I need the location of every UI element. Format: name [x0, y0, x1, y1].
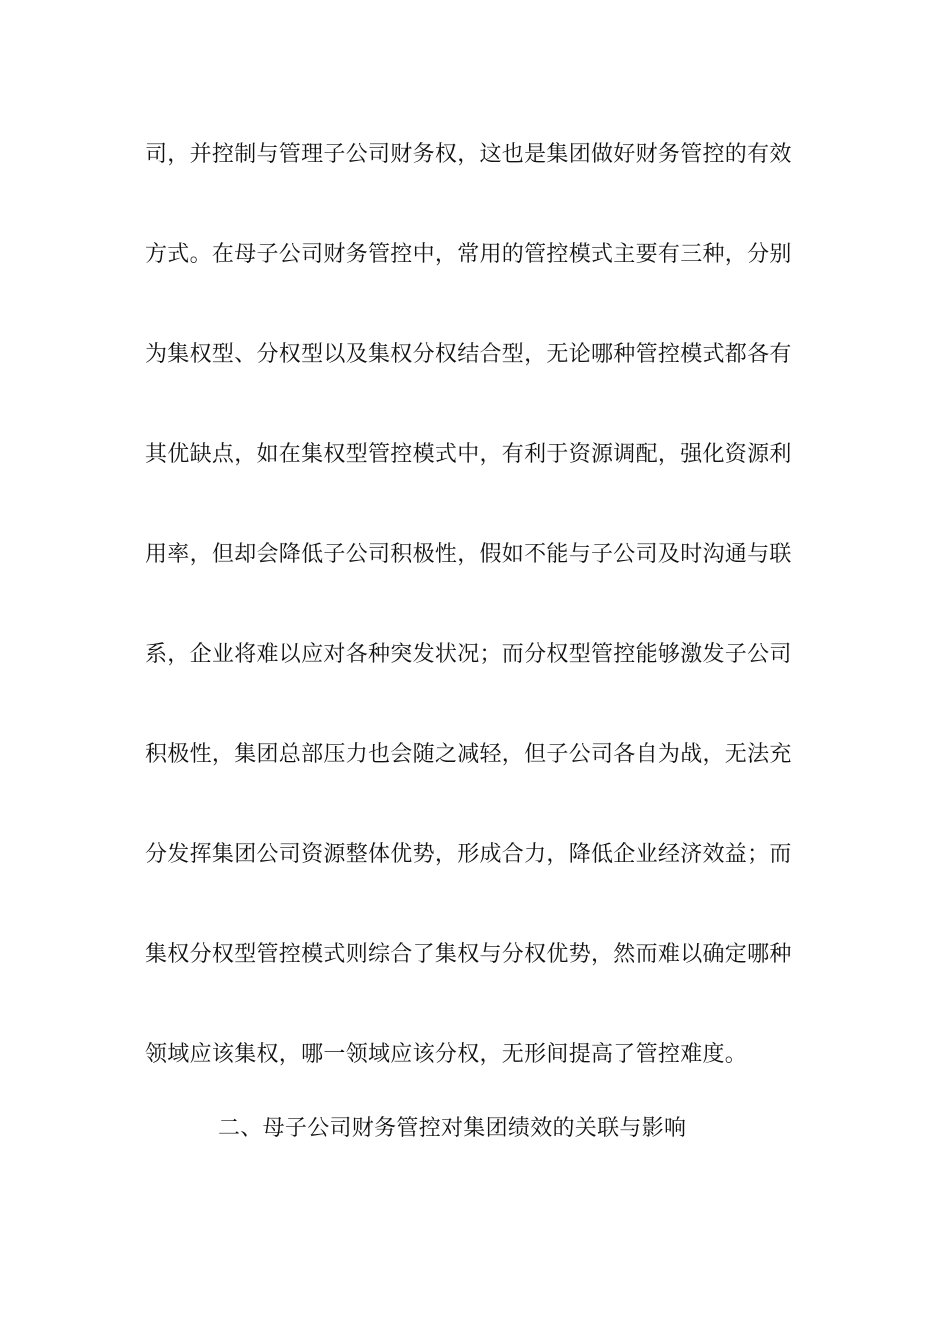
paragraph-line-10: 领域应该集权，哪一领域应该分权，无形间提高了管控难度。 [145, 1042, 748, 1067]
paragraph-line-7: 积极性，集团总部压力也会随之减轻，但子公司各自为战，无法充 [145, 742, 792, 767]
paragraph-line-2: 方式。在母子公司财务管控中，常用的管控模式主要有三种，分别 [145, 242, 792, 267]
paragraph-line-8: 分发挥集团公司资源整体优势，形成合力，降低企业经济效益；而 [145, 842, 792, 867]
paragraph-line-5: 用率，但却会降低子公司积极性，假如不能与子公司及时沟通与联 [145, 542, 792, 567]
section-heading: 二、母子公司财务管控对集团绩效的关联与影响 [218, 1116, 687, 1141]
paragraph-line-4: 其优缺点，如在集权型管控模式中，有利于资源调配，强化资源利 [145, 442, 792, 467]
paragraph-line-6: 系，企业将难以应对各种突发状况；而分权型管控能够激发子公司 [145, 642, 792, 667]
paragraph-line-9: 集权分权型管控模式则综合了集权与分权优势，然而难以确定哪种 [145, 942, 792, 967]
paragraph-line-3: 为集权型、分权型以及集权分权结合型，无论哪种管控模式都各有 [145, 342, 792, 367]
paragraph-line-1: 司，并控制与管理子公司财务权，这也是集团做好财务管控的有效 [145, 142, 792, 167]
